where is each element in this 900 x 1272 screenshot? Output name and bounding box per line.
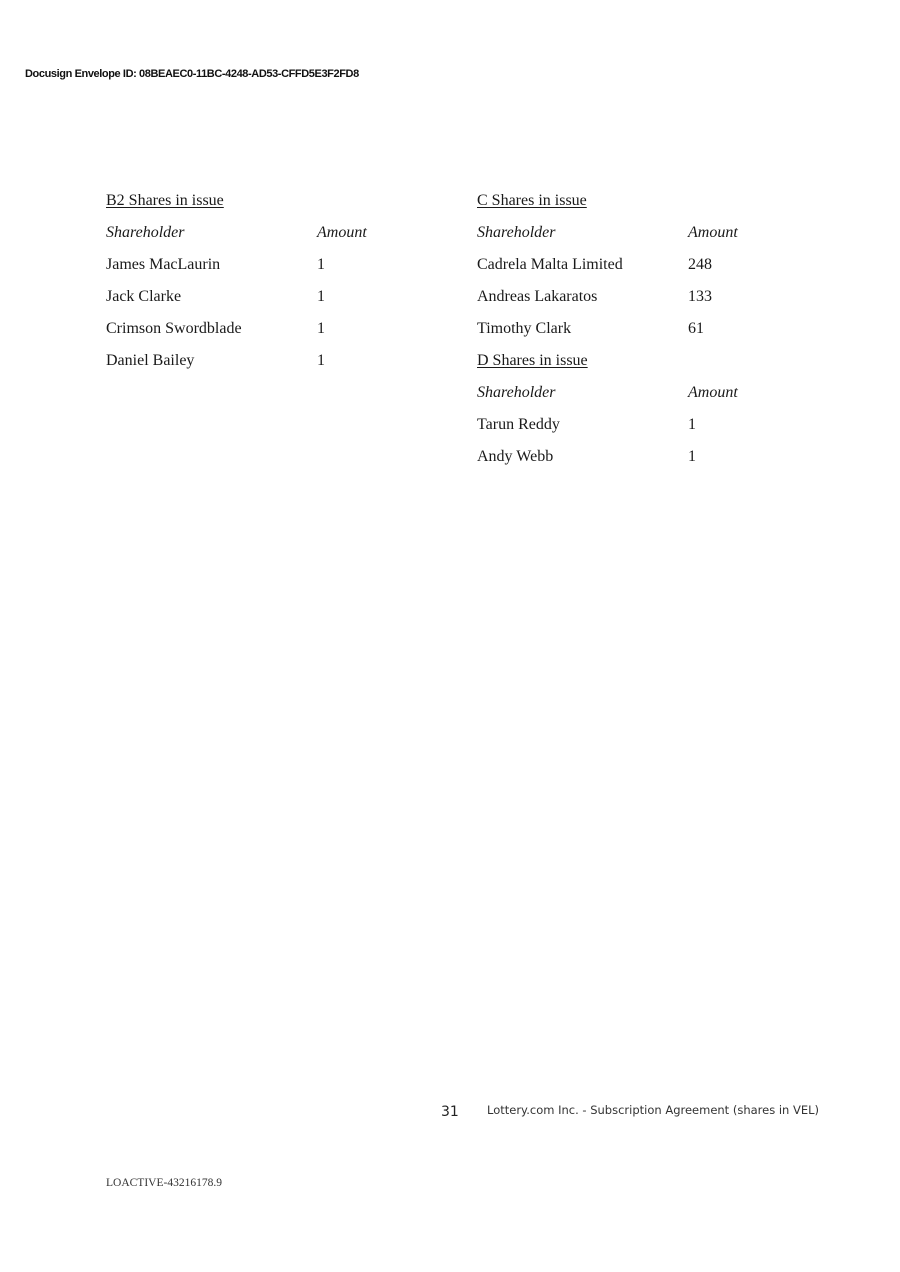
footer-title: Lottery.com Inc. - Subscription Agreement (shares in VEL) <box>487 1103 820 1117</box>
page-number: 31 <box>441 1104 459 1120</box>
d-header-row <box>477 383 777 415</box>
envelope-id: Docusign Envelope ID: 08BEAEC0-11BC-4248-AD53-CFFD5E3F2FD8 <box>25 68 359 80</box>
table-row <box>106 319 406 351</box>
c-heading-row <box>477 191 777 223</box>
shareholder-name: Timothy Clark <box>477 320 572 337</box>
table-row <box>106 351 406 383</box>
shareholder-name: Andy Webb <box>477 448 554 465</box>
table-row <box>106 287 406 319</box>
share-amount: 1 <box>688 416 696 433</box>
shareholder-name: Andreas Lakaratos <box>477 288 598 305</box>
document-reference: LOACTIVE-43216178.9 <box>106 1177 222 1189</box>
shareholder-name: James MacLaurin <box>106 256 221 273</box>
b2-shares-heading: B2 Shares in issue <box>106 192 224 209</box>
column-header-shareholder: Shareholder <box>477 224 556 241</box>
b2-header-row <box>106 223 406 255</box>
share-amount: 1 <box>317 256 325 273</box>
table-row <box>477 319 777 351</box>
share-amount: 133 <box>688 288 712 305</box>
share-amount: 1 <box>317 288 325 305</box>
table-row <box>106 255 406 287</box>
d-shares-heading: D Shares in issue <box>477 352 588 369</box>
c-shares-heading: C Shares in issue <box>477 192 587 209</box>
shareholder-name: Daniel Bailey <box>106 352 195 369</box>
shareholder-name: Jack Clarke <box>106 288 182 305</box>
column-header-amount: Amount <box>317 224 367 241</box>
column-header-shareholder: Shareholder <box>106 224 185 241</box>
column-header-amount: Amount <box>688 224 738 241</box>
table-row <box>477 447 777 479</box>
share-amount: 248 <box>688 256 712 273</box>
shareholder-name: Tarun Reddy <box>477 416 560 433</box>
column-header-amount: Amount <box>688 384 738 401</box>
share-amount: 1 <box>688 448 696 465</box>
d-heading-row <box>477 351 777 383</box>
c-header-row <box>477 223 777 255</box>
table-row <box>477 255 777 287</box>
table-row <box>477 415 777 447</box>
share-amount: 1 <box>317 352 325 369</box>
b2-shares-table <box>106 191 406 383</box>
share-amount: 1 <box>317 320 325 337</box>
table-row <box>477 287 777 319</box>
shareholder-name: Crimson Swordblade <box>106 320 242 337</box>
shareholder-name: Cadrela Malta Limited <box>477 256 623 273</box>
b2-heading-row <box>106 191 406 223</box>
column-header-shareholder: Shareholder <box>477 384 556 401</box>
c-d-shares-table <box>477 191 777 479</box>
share-amount: 61 <box>688 320 704 337</box>
